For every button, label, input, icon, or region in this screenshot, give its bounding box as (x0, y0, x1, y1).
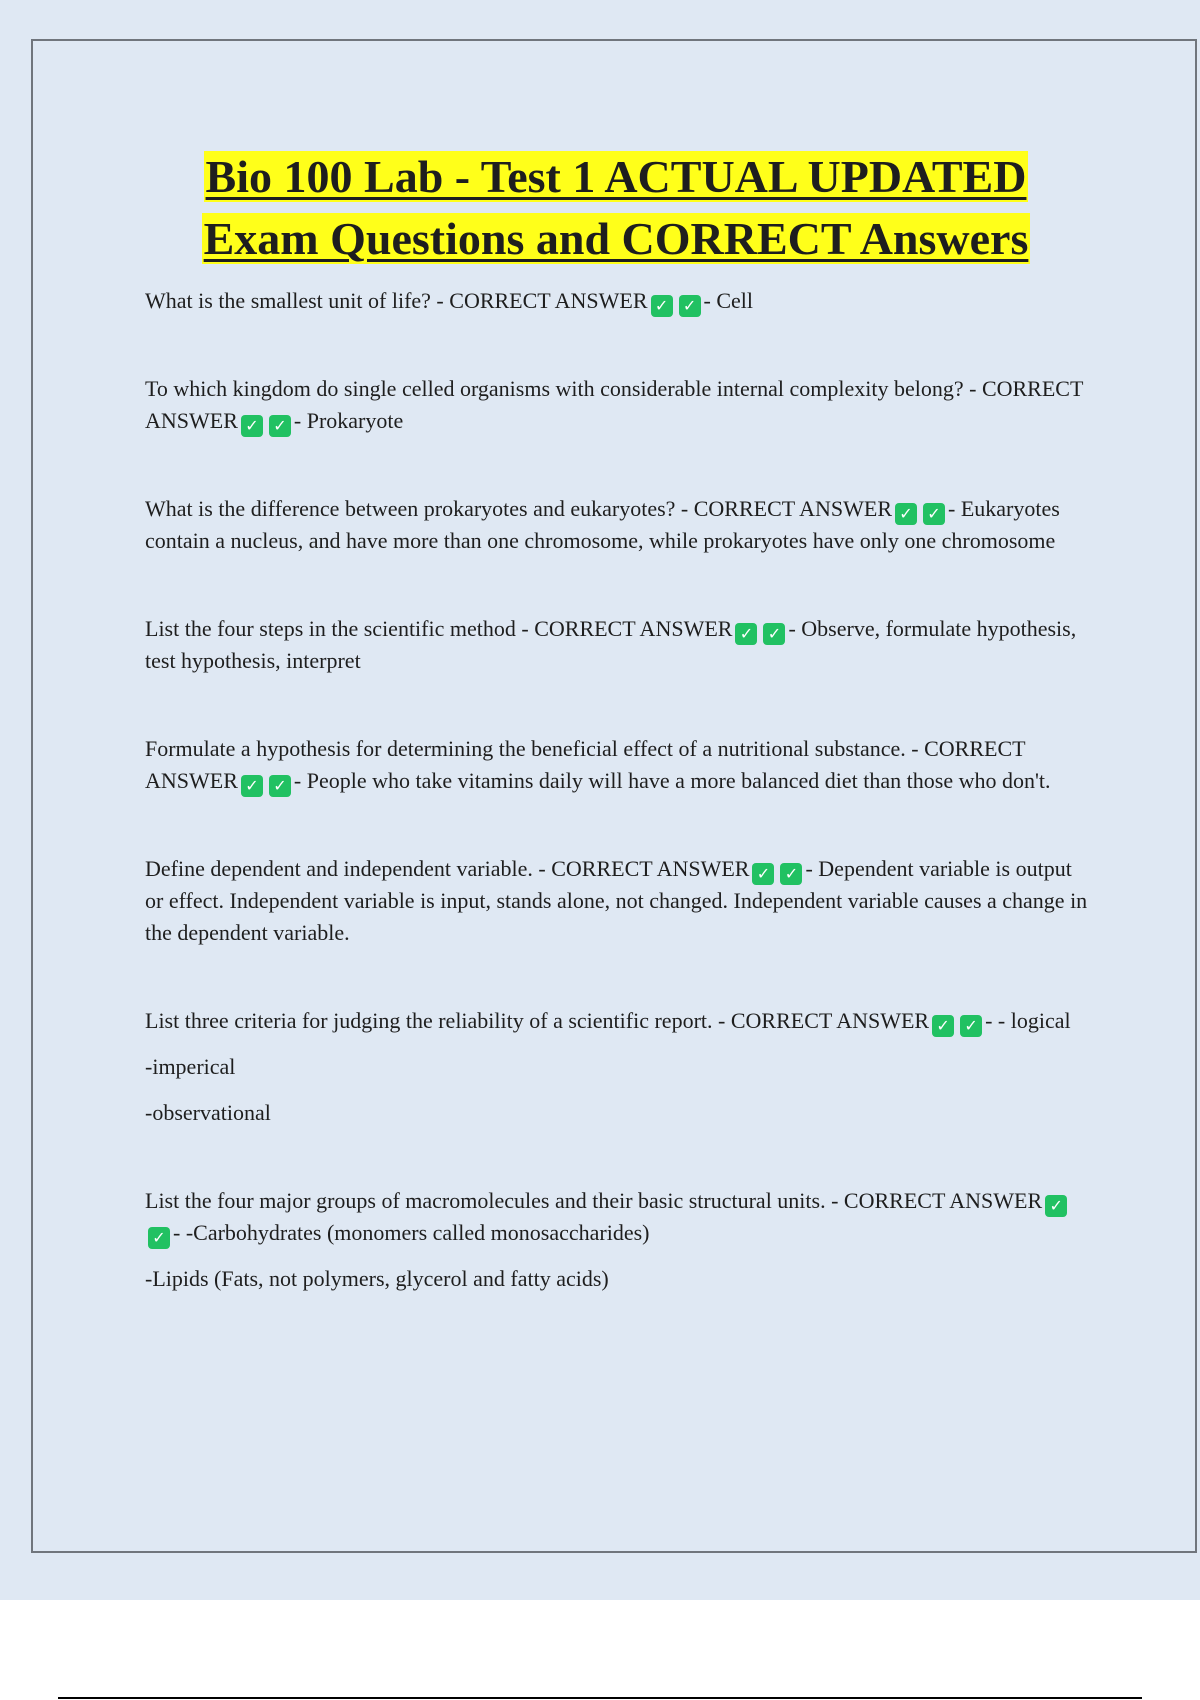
answer-extra-line: -observational (145, 1100, 271, 1125)
qa-line (145, 853, 1090, 949)
checkmark-icon: ✓ (269, 775, 291, 797)
qa-line (145, 733, 1090, 797)
qa-line (145, 1005, 1090, 1037)
footer-rule (58, 1697, 1142, 1699)
checkmark-icon: ✓ (148, 1227, 170, 1249)
qa-line (145, 493, 1090, 557)
qa-item (145, 853, 1090, 949)
correct-answer-label: CORRECT ANSWER (145, 736, 1026, 793)
correct-answer-label: CORRECT ANSWER (534, 616, 733, 641)
checkmark-icon: ✓ (960, 1015, 982, 1037)
correct-answer-label: CORRECT ANSWER (145, 376, 1083, 433)
qa-item (145, 1185, 1090, 1295)
correct-answer-label: CORRECT ANSWER (843, 1188, 1043, 1213)
answer-text: - -Carbohydrates (monomers called monosaccharides) (173, 1220, 650, 1245)
question-text: List the four major groups of macromolecules and their basic structural units. - (145, 1188, 839, 1213)
qa-list (145, 285, 1090, 1295)
qa-line (145, 285, 1090, 317)
question-text: List the four steps in the scientific method - (145, 616, 529, 641)
qa-line (145, 373, 1090, 437)
qa-item (145, 285, 1090, 317)
qa-item (145, 733, 1090, 797)
correct-answer-label: CORRECT ANSWER (693, 496, 892, 521)
checkmark-icon: ✓ (241, 775, 263, 797)
title-line-2: Exam Questions and CORRECT Answers (203, 213, 1029, 264)
qa-item (145, 613, 1090, 677)
checkmark-icon: ✓ (679, 295, 701, 317)
answer-text: - Cell (703, 288, 754, 313)
question-text: What is the smallest unit of life? - (145, 288, 444, 313)
answer-text: - Observe, formulate hypothesis, test hypothesis, interpret (145, 616, 1077, 673)
checkmark-icon: ✓ (780, 863, 802, 885)
answer-text: - Dependent variable is output or effect. Independent variable is input, stands alone, not changed. Independent variable causes a change in the dependent variable. (145, 856, 1088, 945)
checkmark-icon: ✓ (735, 623, 757, 645)
question-text: To which kingdom do single celled organisms with considerable internal complexity belong? - (145, 376, 977, 401)
checkmark-icon: ✓ (923, 503, 945, 525)
correct-answer-label: CORRECT ANSWER (551, 856, 750, 881)
answer-extra-line: -imperical (145, 1054, 236, 1079)
qa-item (145, 373, 1090, 437)
qa-item (145, 493, 1090, 557)
question-text: Define dependent and independent variable. - (145, 856, 546, 881)
checkmark-icon: ✓ (932, 1015, 954, 1037)
question-text: List three criteria for judging the reliability of a scientific report. - (145, 1008, 726, 1033)
correct-answer-label: CORRECT ANSWER (449, 288, 648, 313)
answer-text: - - logical (985, 1008, 1071, 1033)
answer-text: - People who take vitamins daily will have a more balanced diet than those who don't. (293, 768, 1051, 793)
title-line-1: Bio 100 Lab - Test 1 ACTUAL UPDATED (205, 151, 1027, 202)
answer-text: - Eukaryotes contain a nucleus, and have more than one chromosome, while prokaryotes have only one chromosome (145, 496, 1060, 553)
checkmark-icon: ✓ (763, 623, 785, 645)
checkmark-icon: ✓ (651, 295, 673, 317)
question-text: Formulate a hypothesis for determining the beneficial effect of a nutritional substance. - (145, 736, 919, 761)
qa-line (145, 1185, 1090, 1249)
checkmark-icon: ✓ (752, 863, 774, 885)
correct-answer-label: CORRECT ANSWER (730, 1008, 930, 1033)
checkmark-icon: ✓ (1045, 1195, 1067, 1217)
qa-item (145, 1005, 1090, 1129)
answer-text: - Prokaryote (293, 408, 404, 433)
checkmark-icon: ✓ (895, 503, 917, 525)
document-title (0, 146, 1200, 270)
checkmark-icon: ✓ (269, 415, 291, 437)
question-text: What is the difference between prokaryotes and eukaryotes? - (145, 496, 689, 521)
checkmark-icon: ✓ (241, 415, 263, 437)
qa-line (145, 613, 1090, 677)
answer-extra-line: -Lipids (Fats, not polymers, glycerol and fatty acids) (145, 1266, 609, 1291)
